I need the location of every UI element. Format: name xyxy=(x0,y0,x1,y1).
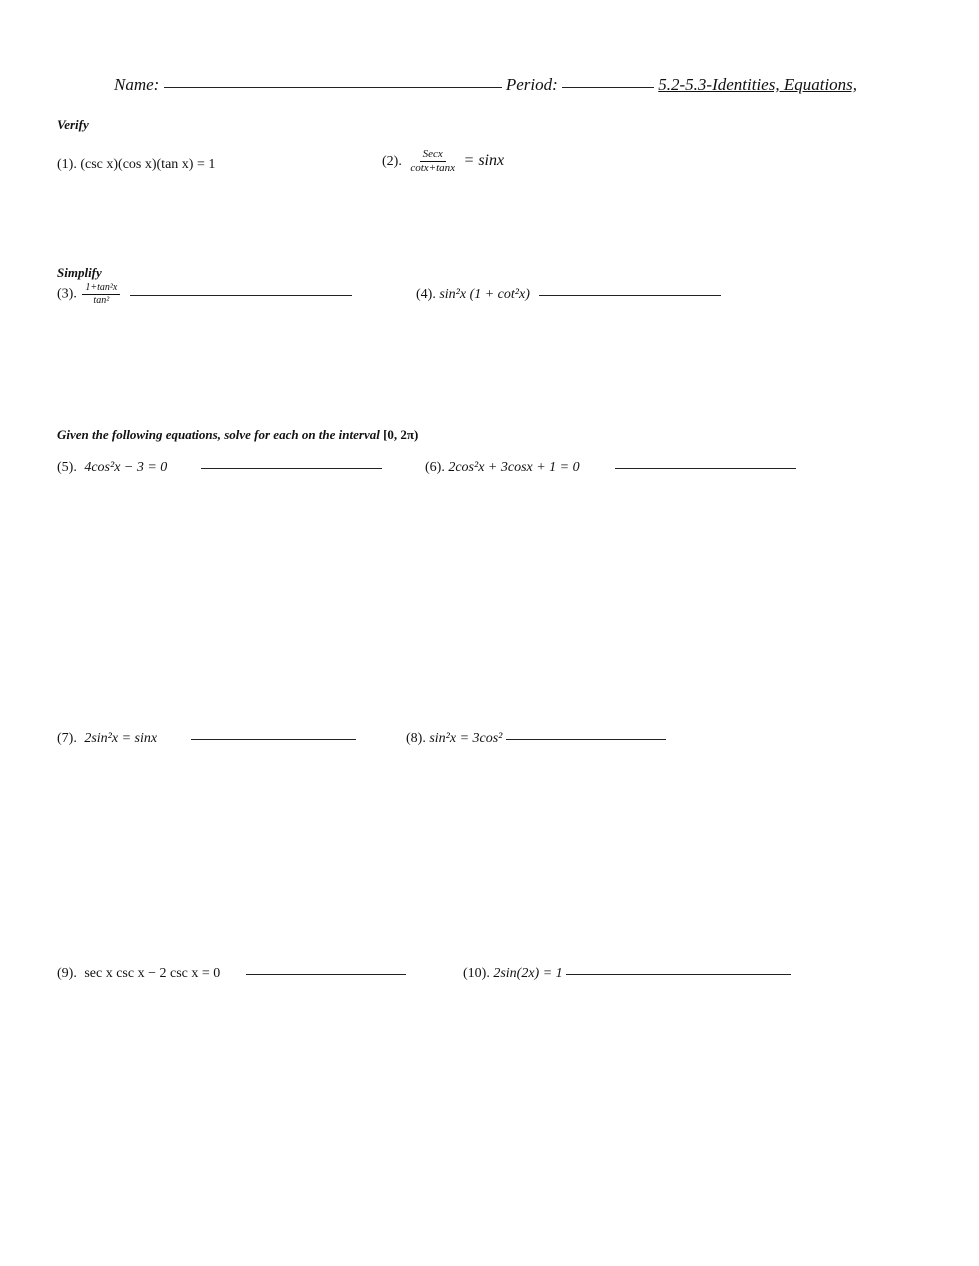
answer-blank[interactable] xyxy=(539,294,721,296)
problem-6 xyxy=(425,460,796,476)
problem-10 xyxy=(463,966,791,982)
problem-expression: 2sin(2x) = 1 xyxy=(493,966,563,981)
fraction-denominator: cotx+tanx xyxy=(410,162,456,175)
problem-2 xyxy=(382,148,504,175)
problem-number: (5). xyxy=(57,460,77,475)
problem-number: (2). xyxy=(382,153,402,169)
answer-blank[interactable] xyxy=(201,467,382,469)
problem-expression: 2sin²x = sinx xyxy=(84,731,158,746)
problem-8 xyxy=(406,731,666,747)
answer-blank[interactable] xyxy=(130,294,352,296)
fraction xyxy=(82,282,120,307)
problem-4 xyxy=(416,287,721,303)
problem-5 xyxy=(57,460,382,476)
answer-blank[interactable] xyxy=(191,738,356,740)
section-solve-text: Given the following equations, solve for each on the interval xyxy=(57,427,380,442)
fraction-numerator: 1+tan²x xyxy=(82,282,120,295)
section-simplify: Simplify xyxy=(57,265,102,280)
problem-expression: 2cos²x + 3cosx + 1 = 0 xyxy=(448,460,580,475)
problem-number: (6). xyxy=(425,460,445,475)
problem-number: (4). xyxy=(416,287,436,302)
problem-number: (1). xyxy=(57,157,77,172)
problem-9 xyxy=(57,966,406,982)
answer-blank[interactable] xyxy=(246,973,406,975)
answer-blank[interactable] xyxy=(566,973,791,975)
period-label: Period: xyxy=(505,75,558,94)
worksheet-header xyxy=(114,75,857,95)
period-blank[interactable] xyxy=(562,86,654,88)
fraction xyxy=(407,148,458,175)
problem-number: (9). xyxy=(57,966,77,981)
problem-number: (3). xyxy=(57,286,77,302)
problem-3 xyxy=(57,282,352,307)
problem-expression: (csc x)(cos x)(tan x) = 1 xyxy=(80,157,216,172)
fraction-denominator: tan² xyxy=(93,295,110,306)
answer-blank[interactable] xyxy=(506,738,666,740)
problem-expression: sin²x = 3cos² xyxy=(429,731,503,746)
interval: [0, 2π) xyxy=(383,427,419,442)
problem-number: (8). xyxy=(406,731,426,746)
problem-rhs: = sinx xyxy=(463,151,505,169)
problem-expression: sin²x (1 + cot²x) xyxy=(439,287,530,302)
name-blank[interactable] xyxy=(164,86,502,88)
problem-expression: 4cos²x − 3 = 0 xyxy=(84,460,168,475)
section-solve xyxy=(57,427,418,443)
problem-number: (10). xyxy=(463,966,490,981)
problem-number: (7). xyxy=(57,731,77,746)
section-verify: Verify xyxy=(57,117,89,132)
problem-1 xyxy=(57,157,215,173)
fraction-numerator: Secx xyxy=(420,148,446,162)
worksheet-title: 5.2-5.3-Identities, Equations, xyxy=(658,75,858,94)
problem-7 xyxy=(57,731,356,747)
answer-blank[interactable] xyxy=(615,467,796,469)
problem-expression: sec x csc x − 2 csc x = 0 xyxy=(84,966,221,981)
name-label: Name: xyxy=(114,75,160,94)
